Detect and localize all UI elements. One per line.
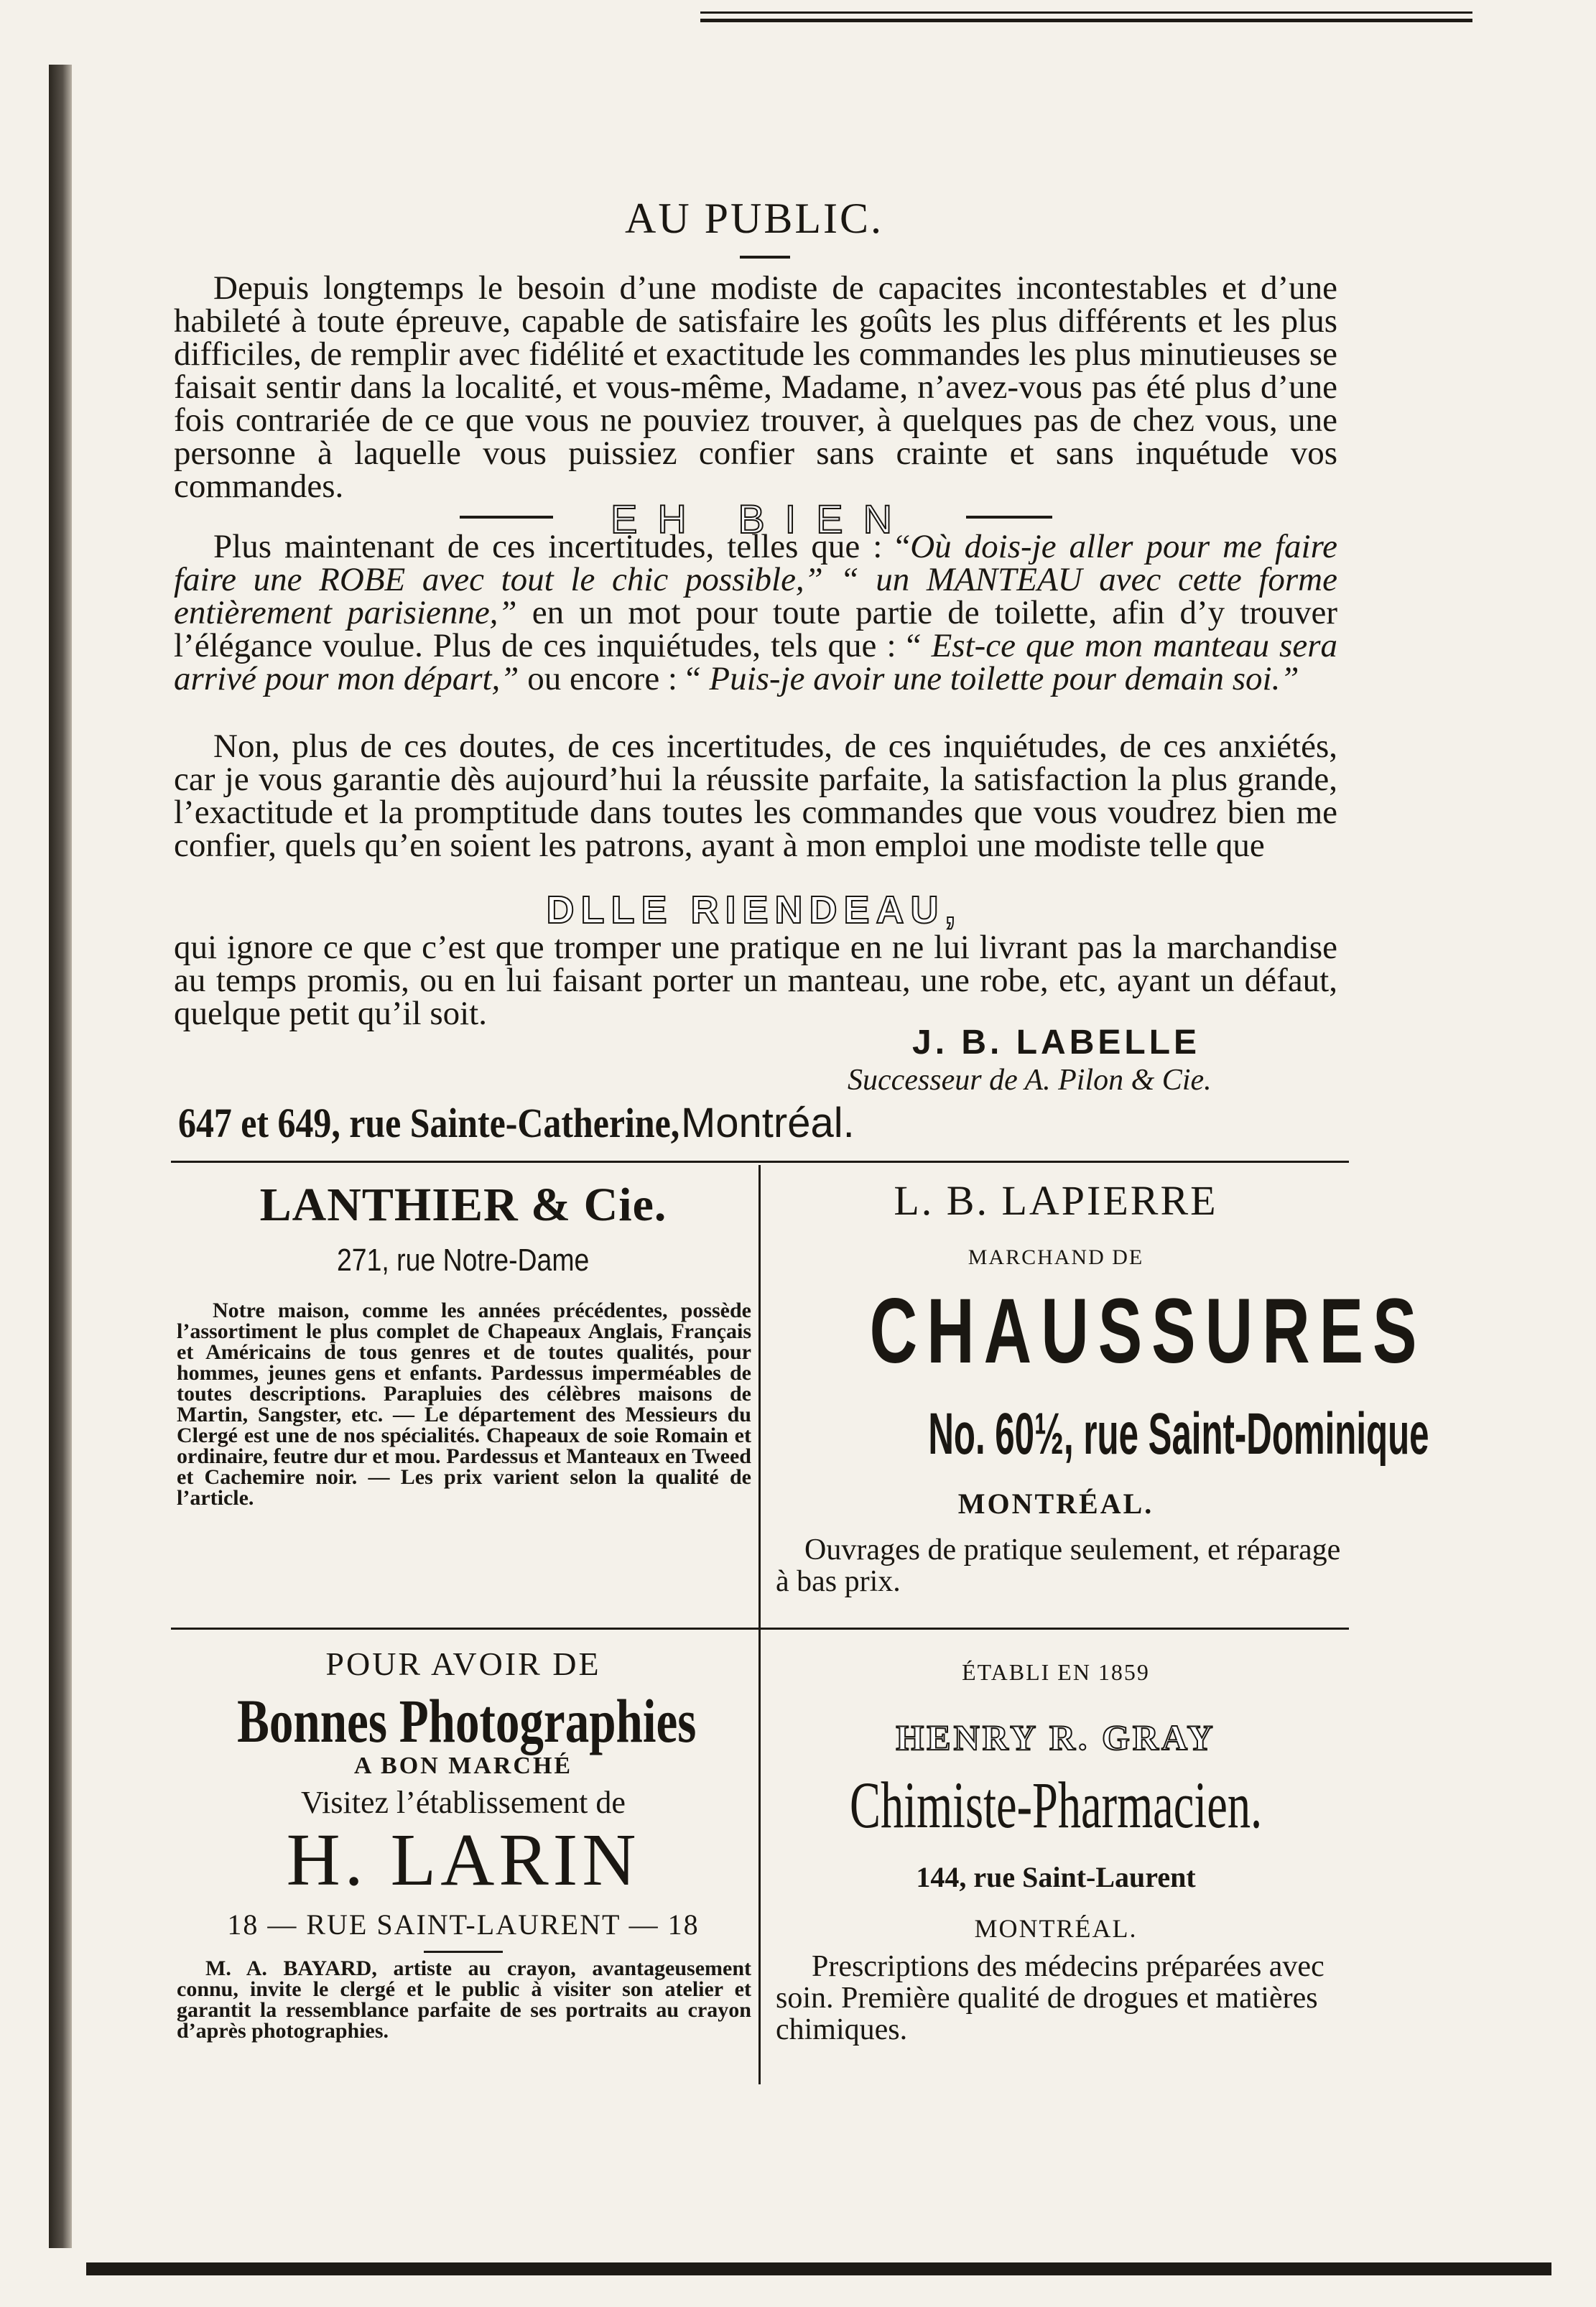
- ad-larin-line3: A BON MARCHÉ: [353, 1753, 573, 1779]
- quote-depart: Est-ce que mon manteau sera arrivé pour mon départ,”: [174, 627, 1337, 697]
- bottom-rule: [86, 2262, 1551, 2275]
- ad-gray-address: 144, rue Saint-Laurent: [916, 1861, 1196, 1893]
- ad-larin-line2-text: Bonnes Photographies: [237, 1686, 697, 1755]
- ad-lapierre-role: MARCHAND DE: [968, 1245, 1144, 1269]
- ad-lapierre-address-text: No. 60½, rue Saint-Dominique: [928, 1401, 1429, 1467]
- paragraph-assurance: Non, plus de ces doutes, de ces incertitudes, de ces inquiétudes, de ces anxiétés, car je vous garantie dès aujourd’hui la réussite parfaite, la satisfaction la plus grande, l’exactitude et la promptitude dans toutes les commandes que vous voudrez bien me confier, quels qu’en soient les patrons, ayant à mon emploi une modiste telle que: [174, 728, 1337, 864]
- ad-gray-profession-text: Chimiste-Pharmacien.: [850, 1768, 1263, 1842]
- quote-robe-manteau: Où dois-je aller pour me faire faire une ROBE avec tout le chic possible,” “ un MANTEAU avec cette forme entièrement parisienne,”: [174, 528, 1337, 631]
- left-page-edge: [49, 65, 72, 2248]
- ad-lanthier-address-text: 271, rue Notre-Dame: [337, 1243, 590, 1278]
- intro-paragraph: Depuis longtemps le besoin d’une modiste de capacites incontestables et d’une habileté à toute épreuve, capable de satisfaire les goûts les plus différents et les plus difficiles, de remplir avec fidélité et exactitude les commandes les plus minutieuses se faisait sentir dans la localité, et vous-même, Madame, n’avez-vous pas été plus d’une fois contrariée de ce que vous ne pouviez trouver, à quelques pas de chez vous, une personne à laquelle vous puissiez confier sans crainte et sans inquétude vos commandes.: [174, 269, 1337, 505]
- top-rule-thick: [700, 19, 1472, 22]
- ad-gray-name: HENRY R. GRAY: [896, 1717, 1216, 1758]
- signature-successor: Successeur de A. Pilon & Cie.: [848, 1064, 1212, 1097]
- eh-bien-left-rule: [460, 516, 553, 519]
- paragraph-guarantee: qui ignore ce que c’est que tromper une pratique en ne lui livrant pas la marchandise au temps promis, ou en lui faisant porter un manteau, une robe, etc, ayant un défaut, quelque petit qu’il soit.: [174, 929, 1337, 1032]
- paragraph-questions-lead: Plus maintenant de ces incertitudes, telles que : “: [213, 528, 911, 565]
- quote-toilette: Puis-je avoir une toilette pour demain soi.”: [709, 660, 1299, 697]
- ad-lanthier-title: LANTHIER & Cie.: [259, 1179, 667, 1231]
- top-rule-thin: [700, 11, 1472, 14]
- eh-bien-heading: EH BIEN: [610, 496, 913, 542]
- ad-lanthier-address: [180, 1243, 747, 1278]
- store-address: 647 et 649, rue Sainte-Catherine,: [178, 1100, 680, 1146]
- modiste-name: DLLE RIENDEAU,: [546, 888, 962, 932]
- ad-lapierre-address: [761, 1401, 1429, 1480]
- ad-lapierre-product: [761, 1278, 1426, 1386]
- ad-larin-line2: [172, 1685, 754, 1757]
- ad-lanthier-body: Notre maison, comme les années précédentes, possède l’assortiment le plus complet de Chapeaux Anglais, Français et Américains de tous genres et de toutes qualités, pour hommes, jeunes gens et enfants. Pardessus imperméables de toutes descriptions. Parapluies des célèbres maisons de Martin, Sangster, etc. — Le département des Messieurs du Clergé est une de nos spécialités. Chapeaux de soie Romain et ordinaire, feutre dur et mou. Pardessus et Manteaux en Tweed et Cachemire noir. — Les prix varient selon la qualité de l’article.: [177, 1299, 751, 1510]
- page-title: AU PUBLIC.: [624, 195, 884, 242]
- title-underline: [740, 256, 790, 259]
- ad-lapierre-name: L. B. LAPIERRE: [894, 1177, 1218, 1224]
- ads-center-divider: [758, 1165, 761, 2084]
- store-address-line: [178, 1099, 855, 1147]
- store-city: Montréal.: [669, 1100, 855, 1146]
- ad-larin-body: M. A. BAYARD, artiste au crayon, avantageusement connu, invite le clergé et le public à visiter son atelier et garantit la ressemblance parfaite de ses portraits au crayon d’après photographies.: [177, 1956, 751, 2043]
- signature-name: J. B. LABELLE: [912, 1023, 1201, 1062]
- ad-larin-divider: [424, 1951, 503, 1953]
- ad-gray-established: ÉTABLI EN 1859: [962, 1659, 1150, 1685]
- ad-larin-line4: Visitez l’établissement de: [301, 1785, 626, 1820]
- ad-gray-profession: [761, 1767, 1350, 1846]
- ad-gray-city: MONTRÉAL.: [974, 1914, 1138, 1943]
- ads-top-rule: [171, 1161, 1349, 1163]
- ad-lapierre-note: Ouvrages de pratique seulement, et réparage à bas prix.: [776, 1533, 1341, 1598]
- paragraph-questions: [174, 530, 1337, 695]
- ads-middle-rule: [171, 1628, 1349, 1630]
- ad-lapierre-city: MONTRÉAL.: [957, 1487, 1154, 1520]
- ad-larin-address: 18 — RUE SAINT-LAURENT — 18: [227, 1908, 700, 1941]
- ad-gray-body: Prescriptions des médecins préparées avec soin. Première qualité de drogues et matières chimiques.: [776, 1950, 1324, 2046]
- paragraph-questions-mid2: ou encore : “: [519, 660, 710, 697]
- ad-lapierre-product-text: CHAUSSURES: [869, 1280, 1426, 1383]
- ad-larin-line1: POUR AVOIR DE: [325, 1645, 601, 1682]
- ad-larin-name: H. LARIN: [286, 1819, 641, 1901]
- eh-bien-right-rule: [966, 516, 1052, 519]
- paragraph-questions-mid: en un mot pour toute partie de toilette, afin d’y trouver l’élégance voulue. Plus de ces inquiétudes, tels que : “: [174, 594, 1337, 664]
